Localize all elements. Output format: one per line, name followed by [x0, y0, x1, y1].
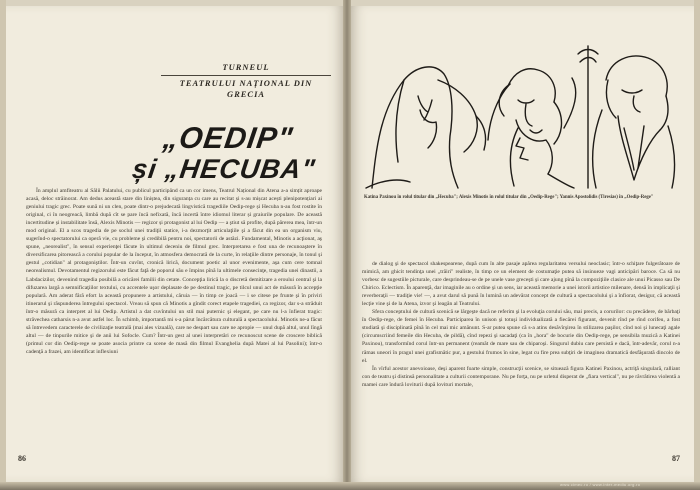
caricature-illustration	[358, 40, 684, 190]
page-number-right: 87	[672, 454, 680, 463]
left-page	[6, 6, 344, 482]
oedipus-figure	[488, 69, 576, 188]
tiresias-figure	[578, 46, 675, 188]
title-line-2: și „HECUBA"	[130, 154, 318, 184]
right-paragraph: Sfera conceptului de cultură scenică se lărgeşte dacă ne referim şi la evoluţia corului său, mai precis, a corurilor: cu precădere, de bărbaţi în Oedip-rege, de femei în Hecuba. Participarea în unison şi totuşi individualizată a fiecărei figurant, devenit rînd pe rînd corifeu, a fost studiată şi disciplinată pînă în cel mai mic amănunt. S-ar putea spune că s-a atins desăvîrşirea în stilizarea paşilor, cînd noi şi lunecaţi agale (circumscriind femeile din Hecuba, de pildă), cînd repezi şi sacadaţi (ca în „hora" de bocurie din Oedip-rege, pe sensibila muzică a Katinei Paxinou), transformînd corul într-un permanent (reamăt de mare sau de chiparoşi. Singurul dubiu care persistă e dacă, într-adevăr, corul n-a rămas uneori în pragul unei grafismătic pur, a gestului frumos în sine, legat cu fire prea subţiri de imaginea dramatică desfăşurată dincolo de el.	[362, 309, 680, 364]
kicker-rule	[161, 75, 331, 76]
left-body-text: În amplul amfiteatru al Sălii Palatului, cu publicul participând ca un cor imens, Teatrul Național din Atena a-a simțit aproape acasă, deloc străinorat. Am dedus această stare din liniștea, din siguranța cu care au recitat și s-au mișcat acești plenipotențiari ai geniului tragic grec. Poate sună ni un clen, poate dintr-o prejudecată lingvistică tragediile Oedip-rege și Hecuba n-au fost rostite în original, ci în neogreacă, limbă după cît se pare încă nefixată, încă incertă între idiomul literar și graiurile populare. De această incertitudine și instabilitate însă, Alexis Minotis — regizor și protagonist al lui Oedip — a ştiut să profite, după părerea mea, într-un mod original. El a scos tragedia de pe soclul unei tradiţii statice, i-a dezmorţit articulaţiile şi a făcut din ea un organism viu, sugerînd-o spectatorului ca operă vie, cu probleme şi credibilă pentru noi, spectatorii de astăzi. Fundamental, Minotis a acţionat, aş spune, „neorealist", în sensul experienţei făcute în ultimul deceniu de filmul grec. Interpretarea e fost una de recunoaştere în diversificarea pitorească a corului popular de la început, în atmosfera democrată de la curte, în relaţiile dintre personaje, în tonul şi gestul „cotidian" al protagoniştilor. Într-un cuvînt, cronică lirică, document poetic al unor evenimente, aşa cum cere tomnal neorealismul. Devotamentul regizorului este făcut faţă de poporul său e împins pînă la ultimele consecinţe, tragedia unei dinastii, a Labdacizilor, devenind tragedia posibilă a oricărei familii din cetate. Concepţia lirică la o discretă demitizare a eroului central şi la difuzarea largă a semnificaţiilor textului, cu accentele uşor deplasate de pe destinul tragic, pe tilcul unui act de măsură în accepţie populară. Am aderat fără efort la această propunere a artistului, căruia — în timp ce joacă — i se citese pe frunte şi în priviri itinerarul şi răspunderea întregului spectacol. Vreau să spun că Minotis a gîndit corect etapele tragediei, ca regizor, dar s-a străduit într-o măsură ca interpret al lui Oedip. Artistul a dat cuvîntului un stil mai puternic şi elegant, pe care nu l-a înfierat tragic: străvechea catharsis n-a avut astfel loc. În schimb, importantă mi s-a părut încărcătura culturală a spectacolului. Minotis ne-a făcut să întrevedem caracterele de civilizaţie teatrală (mai ales vizuală), care ne despart sau care ne apropie — unul după altul, unul lîngă altul — de tinpurile mitice şi de anii lui Sofocle. Cum? Într-un gest al unei interpretări ce recunoscut scene de croscere biblică (primul cor din Oedip-rege se poate asocia printre ca scene de masă din filmul Evanghelia după Matei al lui Pasolini); într-o cadenţă a frazei, am identificat inflexiuni	[26, 188, 322, 355]
section-kicker	[161, 62, 331, 100]
page-edge-right	[694, 0, 700, 490]
right-paragraph: de dialog şi de spectacol shakespearene, după cum în alte pasaje apărea regularitatea versului neoclasic; într-o schiţare fulgerătoare de mimică, am ghicit tendinţa unei „trăiri" realiste, în timp ce un element de costumaţie putea să insinueze vagi anticipări baroce. Ca să nu vorbesc de sugestiile picturale, care desprindeau-se de pe unele vase greceşti şi care ajung pînă la compoziţiile clasice ale unui Picasso sau De Chirico. Eclectism. În aparenţă, dar imaginile au o ordine şi un sens, iar această memorie a unei istorii artistice milenare, densă în implicaţii şi reverberaţii — tradiţie vie! —, a avut darul să pună în lumină un adevărat concept de cultură a spectacolului şi a înfiorat, desigur, că această lecţie vine şi de la Atena, izvor şi leagăn al Teatrului.	[362, 261, 680, 308]
page-number-left: 86	[18, 454, 26, 463]
hecuba-figure	[366, 67, 486, 188]
right-paragraph: În vîrful acestor anevoioase, deşi aparent foarte simple, construcţii scenice, se situează figura Katinei Paxinou, actriţă singulară, ralliant con de teatru şi distinsă personalitate a culturii contemporane. Nu pe forţa, nu pe urletul disperat de „fiara vertical", nu pe răvrătirea violentă a mamei care îndură loviturii după lovituri mortale,	[362, 365, 680, 388]
illustration-caption: Katina Paxinou în rolul titular din „Hecuba"; Alexis Minotis în rolul titular din „Oedip-Rege"; Yannis Apostolidis (Tiresias) în „Oedip-Rege"	[364, 195, 654, 200]
book-gutter	[343, 0, 351, 490]
right-body-text	[362, 260, 680, 389]
title-line-1: „OEDIP"	[161, 122, 296, 155]
kicker-line-2: TEATRULUI NAȚIONAL DIN GRECIA	[179, 78, 313, 99]
kicker-line-1: TURNEUL	[222, 62, 270, 72]
source-credit: www.cimec.ro / www.inter-mediu.org.ro	[560, 482, 641, 487]
article-title	[122, 124, 330, 184]
right-page	[350, 6, 694, 482]
